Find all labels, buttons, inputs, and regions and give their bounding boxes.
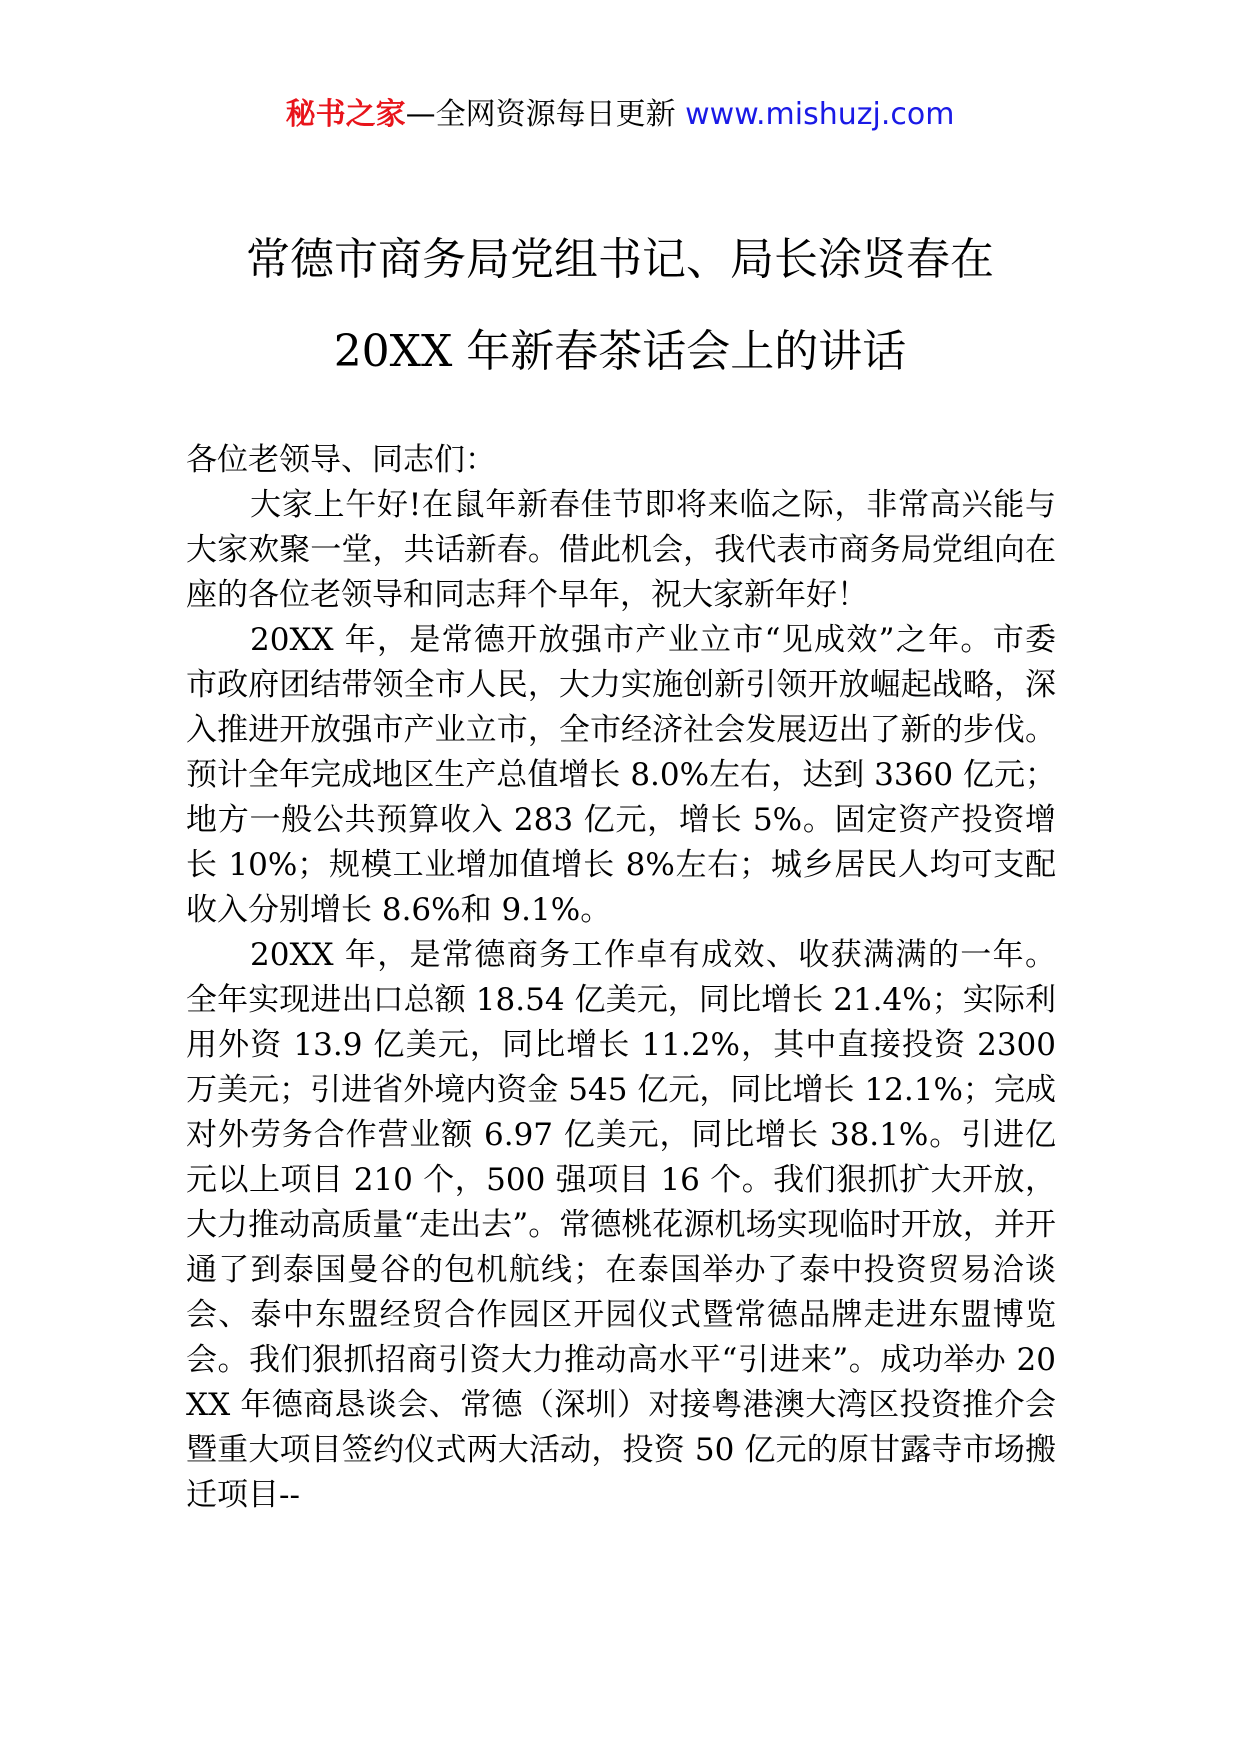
- document-title-line-1: 常德市商务局党组书记、局长涂贤春在: [246, 234, 994, 285]
- site-url-link[interactable]: www.mishuzj.com: [685, 97, 955, 132]
- site-brand: 秘书之家: [285, 97, 406, 132]
- document-body: [186, 438, 1056, 1518]
- paragraph-commerce: 20XX 年，是常德商务工作卓有成效、收获满满的一年。全年实现进出口总额 18.54 亿美元，同比增长 21.4%；实际利用外资 13.9 亿美元，同比增长 11.2%，其中直接投资 2300 万美元；引进省外境内资金 545 亿元，同比增长 12.1%；完成对外劳务合作营业额 6.97 亿美元，同比增长 38.1%。引进亿元以上项目 210 个，500 强项目 16 个。我们狠抓扩大开放，大力推动高质量“走出去”。常德桃花源机场实现临时开放，并开通了到泰国曼谷的包机航线；在泰国举办了泰中投资贸易洽谈会、泰中东盟经贸合作园区开园仪式暨常德品牌走进东盟博览会。我们狠抓招商引资大力推动高水平“引进来”。成功举办 20XX 年德商恳谈会、常德（深圳）对接粤港澳大湾区投资推介会暨重大项目签约仪式两大活动，投资 50 亿元的原甘露寺市场搬迁项目--: [186, 937, 1056, 1513]
- paragraph-economy: 20XX 年，是常德开放强市产业立市“见成效”之年。市委市政府团结带领全市人民，大力实施创新引领开放崛起战略，深入推进开放强市产业立市，全市经济社会发展迈出了新的步伐。预计全年完成地区生产总值增长 8.0%左右，达到 3360 亿元；地方一般公共预算收入 283 亿元，增长 5%。固定资产投资增长 10%；规模工业增加值增长 8%左右；城乡居民人均可支配收入分别增长 8.6%和 9.1%。: [186, 622, 1056, 928]
- salutation: 各位老领导、同志们：: [186, 442, 496, 478]
- site-slogan: —全网资源每日更新: [405, 97, 686, 132]
- site-header: [0, 95, 1240, 135]
- document-title-line-2: 20XX 年新春茶话会上的讲话: [333, 326, 907, 377]
- paragraph-greeting: 大家上午好!在鼠年新春佳节即将来临之际，非常高兴能与大家欢聚一堂，共话新春。借此机会，我代表市商务局党组向在座的各位老领导和同志拜个早年，祝大家新年好！: [186, 487, 1056, 613]
